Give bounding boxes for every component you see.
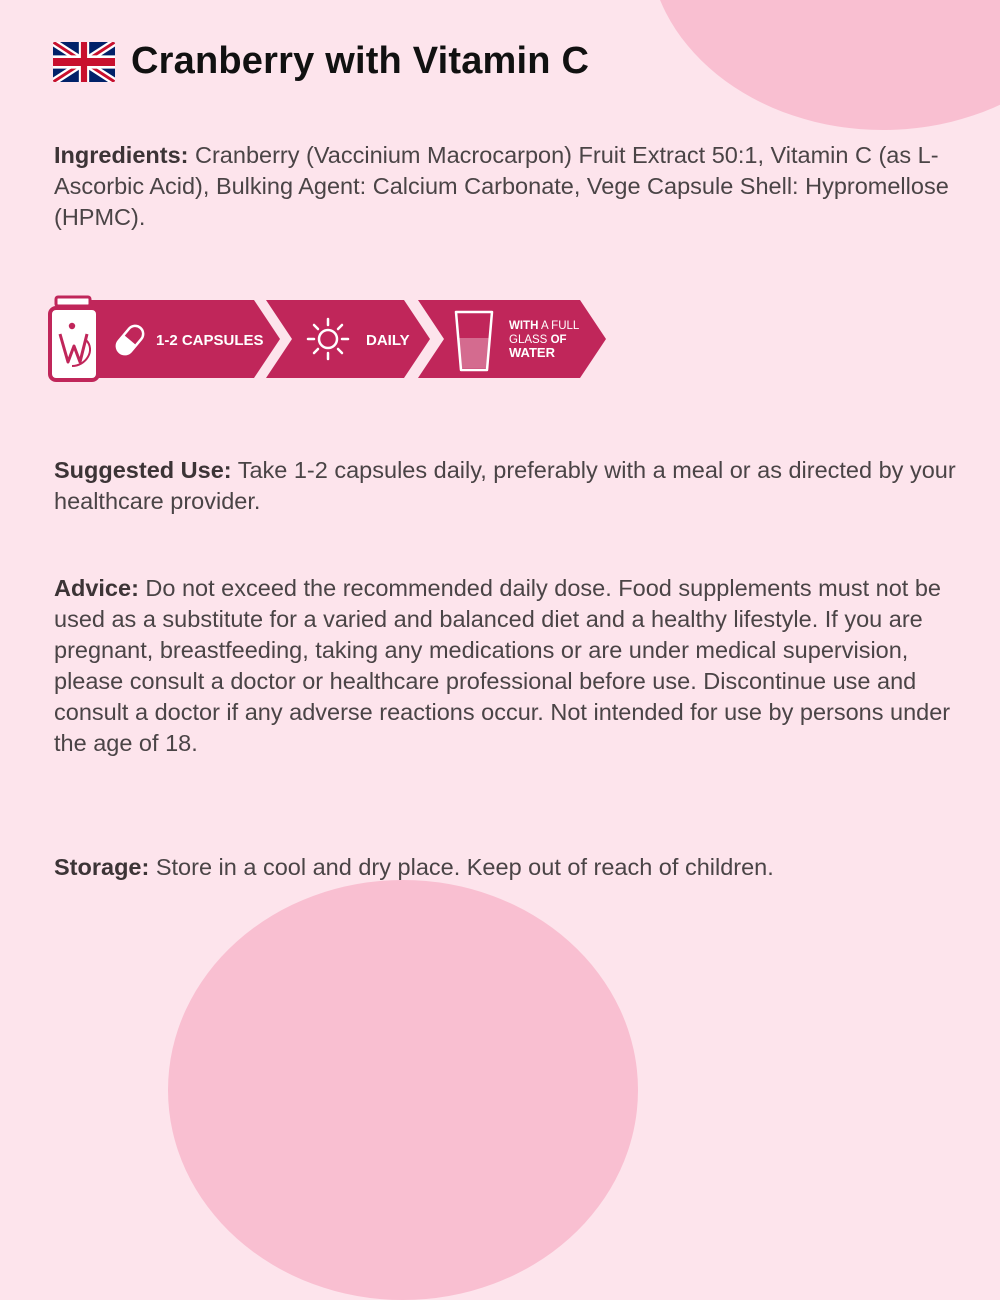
- page-title: Cranberry with Vitamin C: [131, 40, 590, 82]
- suggested-use-label: Suggested Use:: [54, 457, 232, 483]
- capsules-label: 1-2 CAPSULES: [156, 332, 264, 349]
- storage-text: Store in a cool and dry place. Keep out of reach of children.: [149, 854, 774, 880]
- storage-paragraph: [54, 852, 974, 883]
- daily-label: DAILY: [366, 332, 410, 349]
- supplement-bottle-icon: [50, 297, 98, 380]
- ingredients-label: Ingredients:: [54, 142, 189, 168]
- water-line1-regular: A FULL: [538, 320, 579, 332]
- decorative-blob-bottom: [168, 880, 638, 1300]
- water-line1-bold: WITH: [509, 320, 539, 332]
- ingredients-text: Cranberry (Vaccinium Macrocarpon) Fruit Extract 50:1, Vitamin C (as L-Ascorbic Acid), Bulking Agent: Calcium Carbonate, Vege Capsule Shell: Hypromellose (HPMC).: [54, 142, 949, 230]
- water-line2-regular: GLASS: [509, 334, 551, 346]
- ingredients-paragraph: [54, 140, 974, 233]
- advice-paragraph: [54, 573, 974, 759]
- page-header: [53, 40, 589, 83]
- dosage-banner: [46, 294, 608, 384]
- suggested-use-text: Take 1-2 capsules daily, preferably with a meal or as directed by your healthcare provider.: [54, 457, 956, 514]
- storage-label: Storage:: [54, 854, 150, 880]
- advice-text: Do not exceed the recommended daily dose. Food supplements must not be used as a substitute for a varied and balanced diet and a healthy lifestyle. If you are pregnant, breastfeeding, taking any medications or are under medical supervision, please consult a doctor or healthcare professional before use. Discontinue use and consult a doctor if any adverse reactions occur. Not intended for use by persons under the age of 18.: [54, 575, 951, 756]
- uk-flag-icon: [53, 42, 115, 82]
- decorative-blob-top: [648, 0, 1000, 130]
- water-line2-bold: OF: [550, 334, 567, 346]
- advice-label: Advice:: [54, 575, 139, 601]
- suggested-use-paragraph: [54, 455, 974, 517]
- water-line3-bold: WATER: [509, 345, 555, 360]
